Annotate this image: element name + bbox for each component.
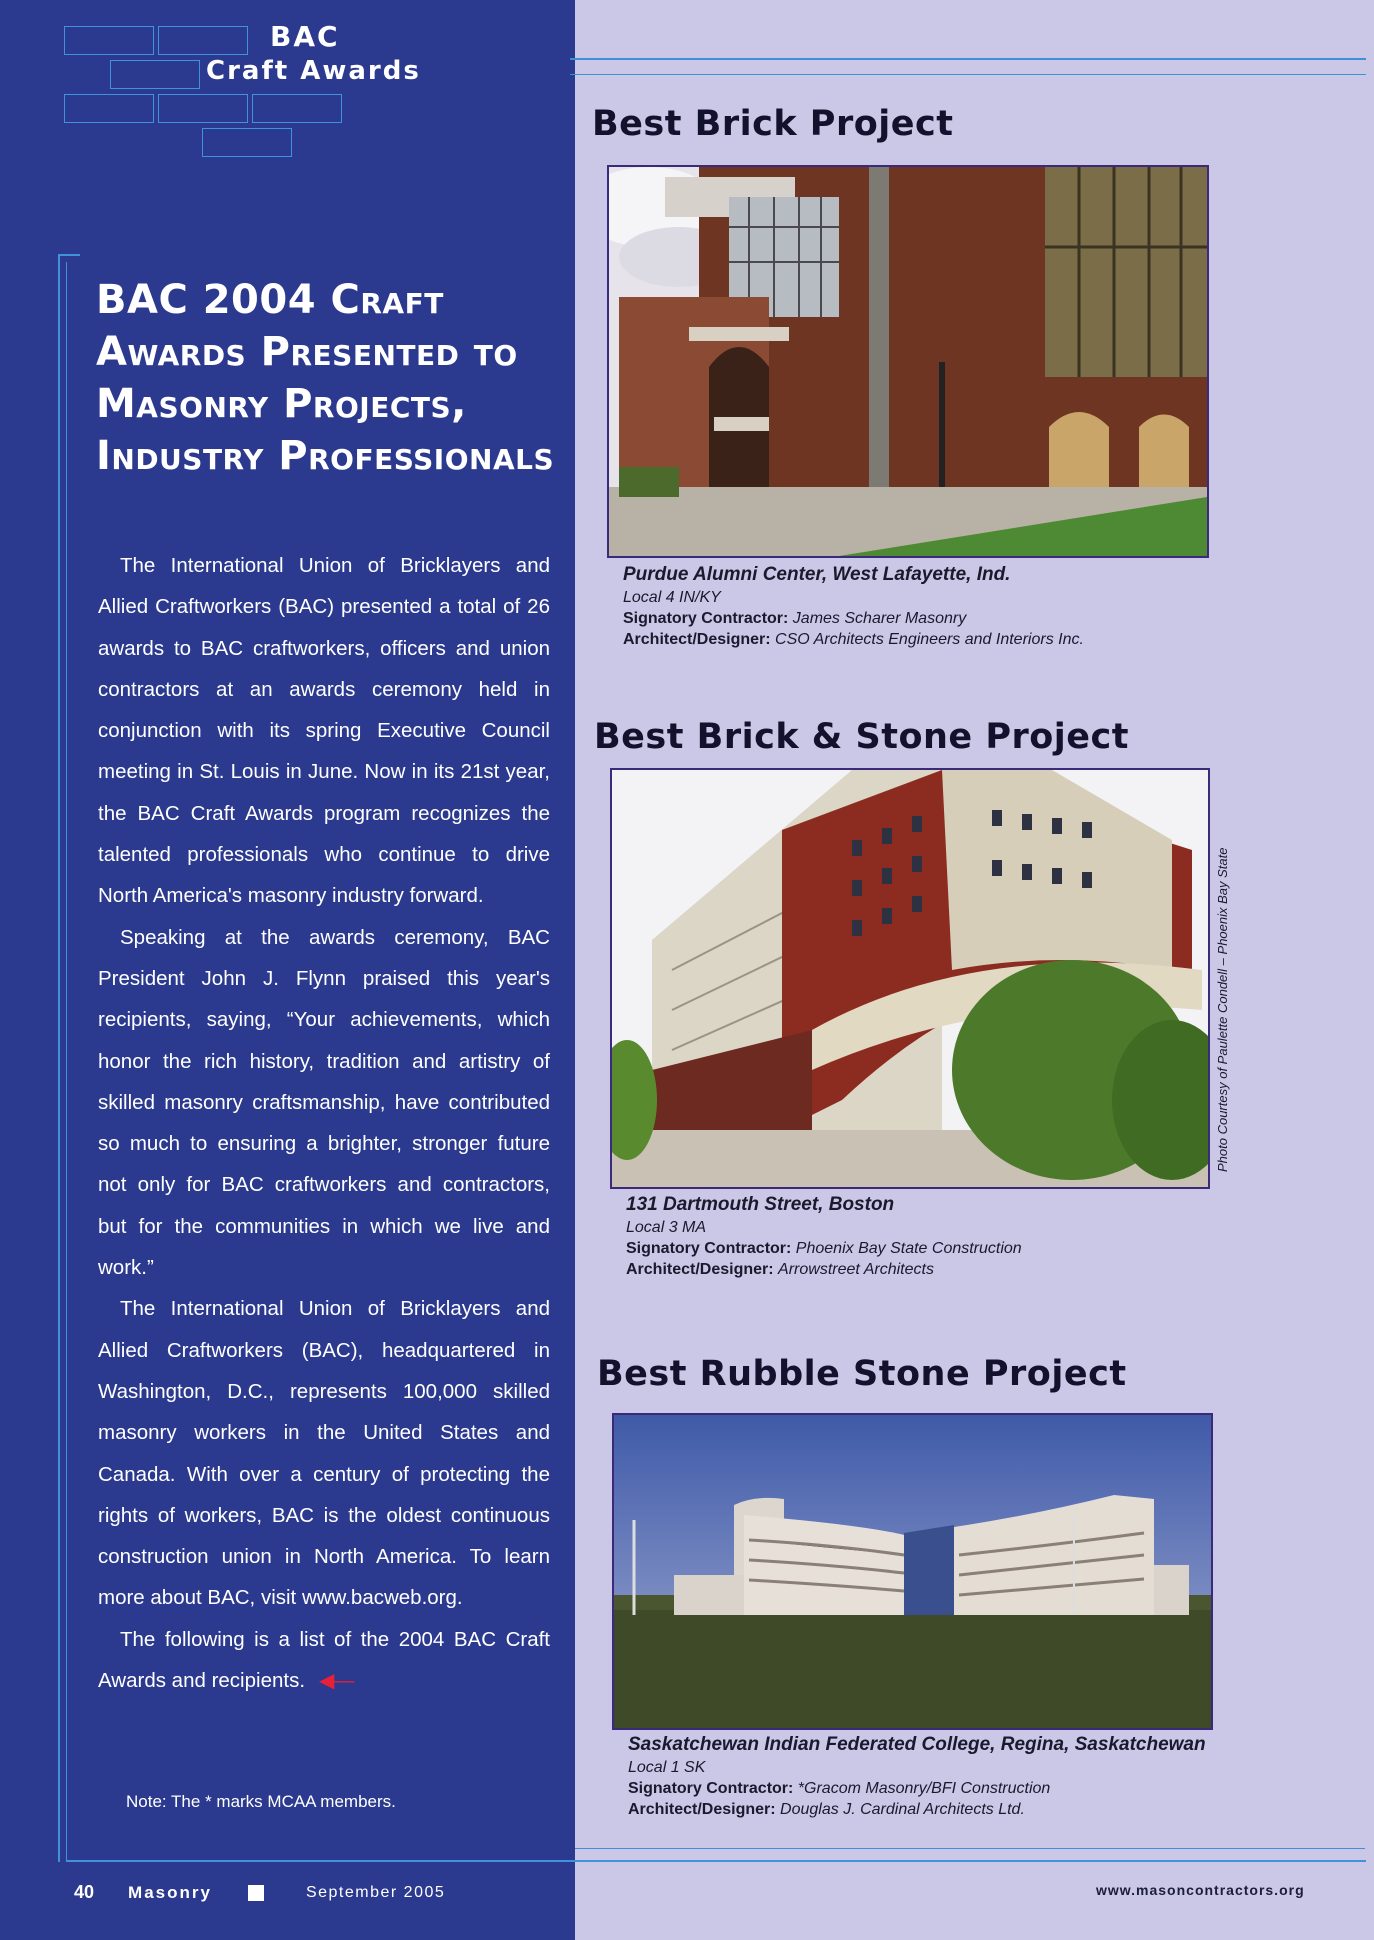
caption-block — [623, 563, 1243, 650]
top-rule — [570, 74, 1366, 75]
body-paragraph: The International Union of Bricklayers and Allied Craftworkers (BAC) presented a total of 26 awards to BAC craftworkers, officers and union contractors at an awards ceremony held in conjunction with its spring Executive Council meeting in St. Louis in June. Now in its 21st year, the BAC Craft Awards program recognizes the talented professionals who continue to drive North America's masonry industry forward. — [98, 554, 550, 908]
logo-brick — [158, 26, 248, 55]
architect-line — [628, 1799, 1348, 1820]
contractor-line — [623, 608, 1243, 629]
logo-line-2: Craft Awards — [206, 56, 421, 86]
mcaa-note: Note: The * marks MCAA members. — [126, 1792, 396, 1811]
frame-line — [58, 254, 80, 256]
logo-brick — [202, 128, 292, 157]
architect-label: Architect/Designer: — [626, 1261, 774, 1278]
local-union: Local 1 SK — [628, 1759, 706, 1776]
contractor-line — [626, 1238, 1246, 1259]
arrow-left-icon: ◀— — [319, 1670, 355, 1693]
body-paragraph — [98, 1619, 550, 1703]
body-paragraph: Speaking at the awards ceremony, BAC President John J. Flynn praised this year's recipients, saying, “Your achievements, which honor the rich history, tradition and artistry of skilled masonry craftsmanship, have contributed so much to ensuring a brighter, stronger future not only for BAC craftworkers and contractors, but for the communities in which we live and work.” — [98, 925, 550, 1280]
issue-date: September 2005 — [305, 1883, 446, 1901]
top-rule — [570, 58, 1366, 60]
article-body — [98, 545, 550, 1702]
local-union: Local 3 MA — [626, 1219, 707, 1236]
bottom-rule — [66, 1860, 1366, 1862]
frame-line — [58, 254, 60, 1862]
logo-line-1: BAC — [270, 20, 340, 53]
bottom-rule — [575, 1848, 1365, 1849]
logo-brick — [158, 94, 248, 123]
architect-line — [626, 1259, 1246, 1280]
project-title: Saskatchewan Indian Federated College, Regina, Saskatchewan — [628, 1734, 1206, 1755]
project-title: Purdue Alumni Center, West Lafayette, Ind. — [623, 564, 1011, 585]
photo-saskatchewan-indian-federated-college — [612, 1413, 1213, 1730]
contractor-label: Signatory Contractor: — [626, 1240, 792, 1257]
architect-value: CSO Architects Engineers and Interiors Inc. — [775, 631, 1084, 648]
website-url: www.masoncontractors.org — [1096, 1882, 1305, 1898]
square-icon — [248, 1885, 264, 1901]
architect-line — [623, 629, 1243, 650]
page-number: 40 — [74, 1882, 95, 1902]
contractor-label: Signatory Contractor: — [628, 1780, 794, 1797]
logo-brick — [110, 60, 200, 89]
architect-value: Douglas J. Cardinal Architects Ltd. — [780, 1801, 1025, 1818]
architect-value: Arrowstreet Architects — [778, 1261, 934, 1278]
logo-brick — [64, 26, 154, 55]
body-paragraph: The International Union of Bricklayers and Allied Craftworkers (BAC), headquartered in Washington, D.C., represents 100,000 skilled masonry workers in the United States and Canada. With over a century of protecting the rights of workers, BAC is the oldest continuous construction union in North America. To learn more about BAC, visit www.bacweb.org. — [98, 1297, 550, 1610]
section-heading: Best Brick Project — [592, 104, 954, 144]
section-heading: Best Rubble Stone Project — [597, 1354, 1127, 1394]
logo-brick — [252, 94, 342, 123]
contractor-value: Phoenix Bay State Construction — [795, 1240, 1022, 1257]
photo-purdue-alumni-center — [607, 165, 1209, 558]
magazine-name: Masonry — [128, 1882, 212, 1902]
photo-credit: Photo Courtesy of Paulette Condell – Phoenix Bay State — [1215, 847, 1230, 1172]
section-heading: Best Brick & Stone Project — [594, 717, 1130, 757]
contractor-label: Signatory Contractor: — [623, 610, 789, 627]
architect-label: Architect/Designer: — [623, 631, 771, 648]
contractor-value: *Gracom Masonry/BFI Construction — [797, 1780, 1051, 1797]
body-paragraph-text: The following is a list of the 2004 BAC Craft Awards and recipients. — [98, 1627, 550, 1693]
architect-label: Architect/Designer: — [628, 1801, 776, 1818]
photo-131-dartmouth-street — [610, 768, 1210, 1189]
contractor-line — [628, 1778, 1348, 1799]
footer-left — [74, 1882, 445, 1903]
contractor-value: James Scharer Masonry — [792, 610, 967, 627]
left-panel — [0, 0, 575, 1940]
caption-block — [628, 1733, 1348, 1820]
logo-brick — [64, 94, 154, 123]
article-headline: BAC 2004 Craft Awards Presented to Masonry Projects, Industry Professionals — [96, 277, 555, 479]
project-title: 131 Dartmouth Street, Boston — [626, 1194, 895, 1215]
local-union: Local 4 IN/KY — [623, 589, 721, 606]
caption-block — [626, 1193, 1246, 1280]
frame-line — [66, 262, 67, 1862]
